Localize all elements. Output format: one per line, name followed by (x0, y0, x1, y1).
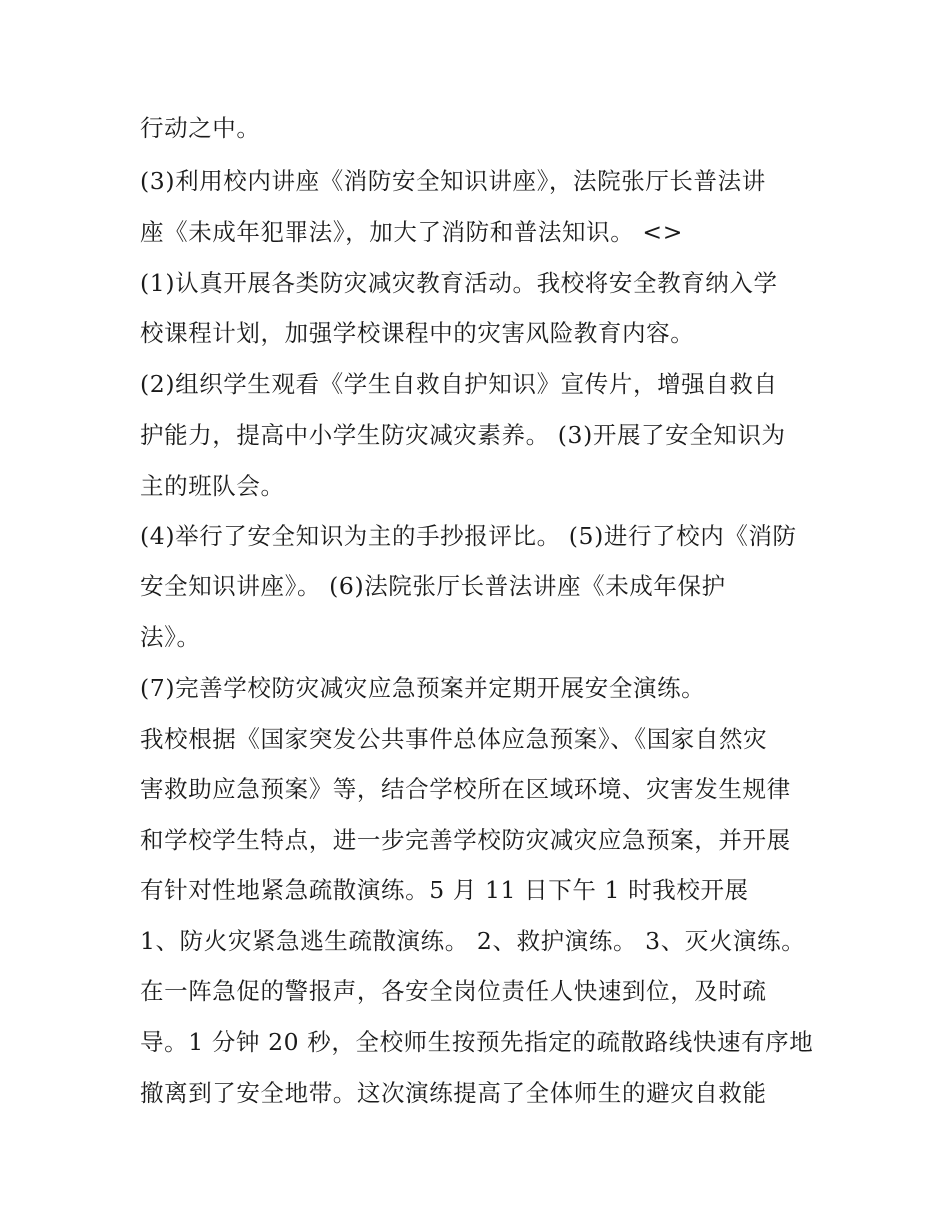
text-line-16: 有针对性地紧急疏散演练。5 月 11 日下午 1 时我校开展 (140, 876, 749, 904)
text-line-3: 座《未成年犯罪法》，加大了消防和普法知识。 <> (140, 218, 683, 246)
text-line-8: 主的班队会。 (140, 472, 285, 500)
text-line-4: (1)认真开展各类防灾减灾教育活动。我校将安全教育纳入学 (140, 269, 778, 297)
text-line-12: (7)完善学校防灾减灾应急预案并定期开展安全演练。 (140, 674, 706, 702)
text-line-13: 我校根据《国家突发公共事件总体应急预案》、《国家自然灾 (140, 725, 768, 753)
text-line-9: (4)举行了安全知识为主的手抄报评比。 (5)进行了校内《消防 (140, 522, 797, 550)
text-line-1: 行动之中。 (140, 114, 261, 142)
text-line-10: 安全知识讲座》。 (6)法院张厅长普法讲座《未成年保护 (140, 572, 726, 600)
text-line-5: 校课程计划，加强学校课程中的灾害风险教育内容。 (140, 319, 695, 347)
text-line-7: 护能力，提高中小学生防灾减灾素养。 (3)开展了安全知识为 (140, 421, 786, 449)
text-line-15: 和学校学生特点，进一步完善学校防灾减灾应急预案，并开展 (140, 826, 791, 854)
text-line-18: 在一阵急促的警报声，各安全岗位责任人快速到位，及时疏 (140, 977, 767, 1005)
text-line-11: 法》。 (140, 623, 201, 651)
text-line-2: (3)利用校内讲座《消防安全知识讲座》，法院张厅长普法讲 (140, 167, 766, 195)
text-line-14: 害救助应急预案》等，结合学校所在区域环境、灾害发生规律 (140, 775, 791, 803)
text-line-19: 导。1 分钟 20 秒，全校师生按预先指定的疏散路线快速有序地 (140, 1028, 814, 1056)
text-line-6: (2)组织学生观看《学生自救自护知识》宣传片，增强自救自 (140, 370, 778, 398)
text-line-17: 1、防火灾紧急逃生疏散演练。 2、救护演练。 3、灭火演练。 (140, 927, 806, 955)
text-line-20: 撤离到了安全地带。这次演练提高了全体师生的避灾自救能 (140, 1079, 767, 1107)
